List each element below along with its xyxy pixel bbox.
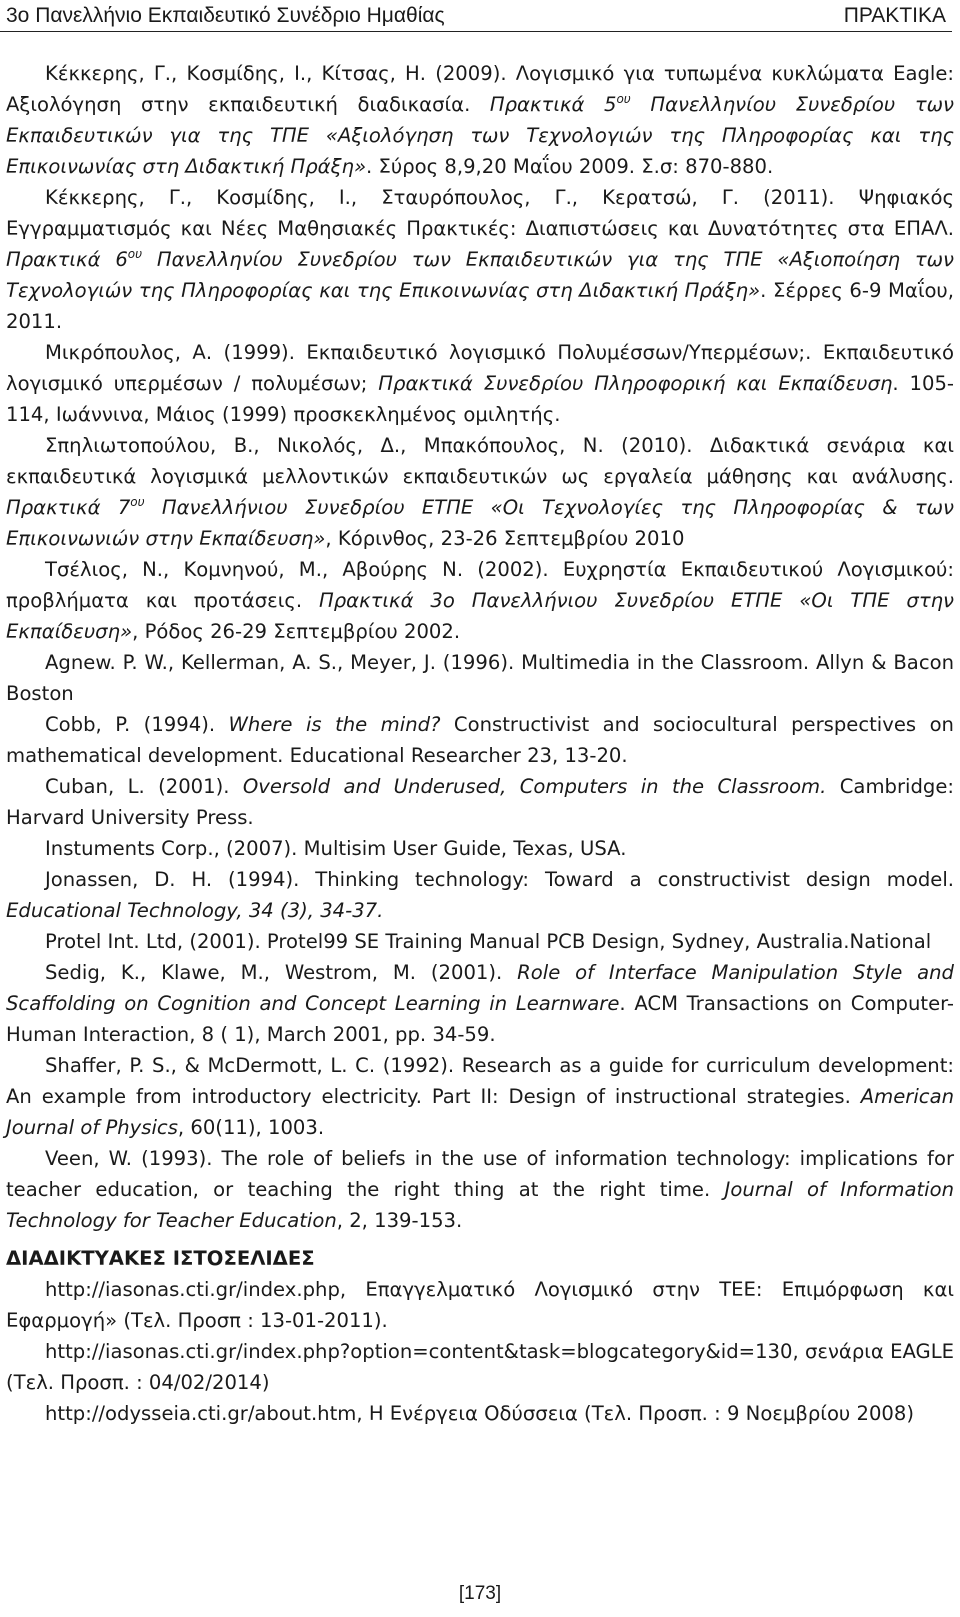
reference-entry bbox=[6, 957, 954, 1050]
reference-ordinal-suffix: ου bbox=[127, 247, 143, 261]
link-url[interactable]: http://iasonas.cti.gr/index.php?option=content&task=blogcategory&id=130 bbox=[45, 1340, 793, 1363]
reference-source-text: Role of Interface Manipulation Style and Scaffolding on Cognition and Concept Learning in Learnware bbox=[6, 961, 954, 1015]
link-list bbox=[6, 1274, 954, 1429]
reference-details: Cambridge: Harvard University Press. bbox=[6, 775, 954, 829]
link-description: , Η Ενέργεια Οδύσσεια (Τελ. Προσπ. : 9 Νοεμβρίου 2008) bbox=[356, 1402, 915, 1425]
reference-details: . ACM Transactions on Computer-Human Interaction, 8 ( 1), March 2001, pp. 34-59. bbox=[6, 992, 955, 1046]
reference-source-text: Πανελληνίου Συνεδρίου των Εκπαιδευτικών για της ΤΠΕ «Αξιολόγηση των Τεχνολογιών της Πληροφορίας και της Επικοινωνίας στη Διδακτική Πράξη» bbox=[6, 93, 954, 178]
link-entry bbox=[6, 1398, 954, 1429]
link-description: , σενάρια EAGLE (Τελ. Προσπ. : 04/02/2014) bbox=[6, 1340, 954, 1394]
page-number: [173] bbox=[458, 1583, 502, 1604]
reference-source-text: Πανελλήνιου Συνεδρίου ΕΤΠΕ «Οι Τεχνολογίες της Πληροφορίας & των Επικοινωνιών στην Εκπαίδευση» bbox=[6, 496, 954, 550]
reference-source-text: Πρακτικά 7 bbox=[6, 496, 131, 519]
reference-authors-title: Sedig, K., Klawe, M., Westrom, M. (2001). bbox=[45, 961, 518, 984]
running-header bbox=[0, 0, 952, 32]
reference-ordinal-suffix: ου bbox=[616, 92, 631, 106]
reference-authors-title: Veen, W. (1993). The role of beliefs in the use of information technology: implications for teacher education, or teaching the right thing at the right time. bbox=[6, 1147, 954, 1201]
reference-entry bbox=[6, 1143, 954, 1236]
reference-authors-title: Μικρόπουλος, Α. (1999). Εκπαιδευτικό λογισμικό Πολυμέσσων/Υπερμέσων;. Εκπαιδευτικό λογισμικό υπερμέσων / πολυμέσων; bbox=[6, 341, 954, 395]
reference-authors-title: Instuments Corp., (2007). Multisim User Guide, Texas, USA. bbox=[45, 837, 627, 860]
reference-entry bbox=[6, 926, 954, 957]
reference-source-text: Πρακτικά 6 bbox=[6, 248, 128, 271]
link-description: , Επαγγελματικό Λογισμικό στην ΤΕΕ: Επιμόρφωση και Εφαρμογή» (Τελ. Προσπ : 13-01-2011). bbox=[6, 1278, 954, 1332]
reference-source bbox=[6, 899, 383, 922]
reference-source-text: Πρακτικά 5 bbox=[489, 93, 617, 116]
link-url[interactable]: http://odysseia.cti.gr/about.htm bbox=[45, 1402, 357, 1425]
reference-source-text: Journal of Information Technology for Teacher Education bbox=[6, 1178, 954, 1232]
header-section-label: ΠΡΑΚΤΙΚΑ bbox=[843, 3, 946, 27]
links-section-title: ΔΙΑΔΙΚΤΥΑΚΕΣ ΙΣΤΟΣΕΛΙΔΕΣ bbox=[6, 1247, 315, 1270]
reference-source-text: American Journal of Physics bbox=[6, 1085, 954, 1139]
reference-source-text: Educational Technology, 34 (3), 34-37. bbox=[6, 899, 384, 922]
reference-entry bbox=[6, 771, 954, 833]
reference-authors-title: Agnew. P. W., Kellerman, A. S., Meyer, J. (1996). Multimedia in the Classroom. Allyn & Bacon Boston bbox=[6, 651, 954, 705]
reference-details: . Σέρρες 6-9 Μαΐου, 2011. bbox=[6, 279, 954, 333]
reference-authors-title: Τσέλιος, Ν., Κομνηνού, Μ., Αβούρης Ν. (2002). Ευχρηστία Εκπαιδευτικού Λογισμικού: προβλήματα και προτάσεις. bbox=[6, 558, 954, 612]
reference-entry bbox=[6, 833, 954, 864]
reference-source-text: Πρακτικά Συνεδρίου Πληροφορική και Εκπαίδευση bbox=[378, 372, 893, 395]
link-entry bbox=[6, 1274, 954, 1336]
reference-authors-title: Σπηλιωτοπούλου, Β., Νικολός, Δ., Μπακόπουλος, Ν. (2010). Διδακτικά σενάρια και εκπαιδευτικά λογισμικά μελλοντικών εκπαιδευτικών ως εργαλεία μάθησης και ανάλυσης. bbox=[6, 434, 954, 488]
link-entry bbox=[6, 1336, 954, 1398]
reference-authors-title: Κέκκερης, Γ., Κοσμίδης, Ι., Σταυρόπουλος, Γ., Κερατσώ, Γ. (2011). Ψηφιακός Εγγραμματισμός και Νέες Μαθησιακές Πρακτικές: Διαπιστώσεις και Δυνατότητες στα ΕΠΑΛ. bbox=[6, 186, 954, 240]
reference-source bbox=[378, 372, 892, 395]
reference-authors-title: Cobb, P. (1994). bbox=[45, 713, 229, 736]
reference-details: . 105-114, Ιωάννινα, Μάιος (1999) προσκεκλημένος ομιλητής. bbox=[6, 372, 954, 426]
reference-details: , Ρόδος 26-29 Σεπτεμβρίου 2002. bbox=[132, 620, 461, 643]
reference-entry bbox=[6, 709, 954, 771]
reference-entry bbox=[6, 337, 954, 430]
reference-details: , 60(11), 1003. bbox=[177, 1116, 325, 1139]
reference-ordinal-suffix: ου bbox=[130, 495, 145, 509]
reference-authors-title: Jonassen, D. H. (1994). Thinking technology: Toward a constructivist design model. bbox=[45, 868, 954, 891]
link-url[interactable]: http://iasonas.cti.gr/index.php bbox=[45, 1278, 340, 1301]
reference-entry bbox=[6, 554, 954, 647]
reference-authors-title: Protel Int. Ltd, (2001). Protel99 SE Training Manual PCB Design, Sydney, Australia.National bbox=[45, 930, 932, 953]
reference-details: . Σύρος 8,9,20 Μαΐου 2009. Σ.σ: 870-880. bbox=[366, 155, 774, 178]
reference-details: Constructivist and sociocultural perspectives on mathematical development. Educational Researcher 23, 13-20. bbox=[6, 713, 954, 767]
reference-entry bbox=[6, 647, 954, 709]
reference-source-text: Oversold and Underused, Computers in the Classroom. bbox=[242, 775, 827, 798]
reference-authors-title: Shaffer, P. S., & McDermott, L. C. (1992). Research as a guide for curriculum development: An example from introductory electricity. Part II: Design of instructional strategies. bbox=[6, 1054, 954, 1108]
reference-entry bbox=[6, 430, 954, 554]
reference-entry bbox=[6, 1050, 954, 1143]
reference-entry bbox=[6, 58, 954, 182]
references-content bbox=[6, 58, 954, 1429]
reference-source-text: Πανελληνίου Συνεδρίου των Εκπαιδευτικών για της ΤΠΕ «Αξιοποίηση των Τεχνολογιών της Πληροφορίας και της Επικοινωνίας στη Διδακτική Πράξη» bbox=[6, 248, 954, 302]
reference-source-text: Πρακτικά 3ο Πανελλήνιου Συνεδρίου ΕΤΠΕ «Οι ΤΠΕ στην Εκπαίδευση» bbox=[6, 589, 954, 643]
reference-authors-title: Κέκκερης, Γ., Κοσμίδης, Ι., Κίτσας, Η. (2009). Λογισμικό για τυπωμένα κυκλώματα Eagle: Αξιολόγηση στην εκπαιδευτική διαδικασία. bbox=[6, 62, 954, 116]
reference-entry bbox=[6, 864, 954, 926]
reference-entry bbox=[6, 182, 954, 337]
reference-source bbox=[243, 775, 827, 798]
header-conference-title: 3ο Πανελλήνιο Εκπαιδευτικό Συνέδριο Ημαθίας bbox=[6, 3, 445, 27]
reference-details: , 2, 139-153. bbox=[336, 1209, 463, 1232]
reference-list bbox=[6, 58, 954, 1236]
reference-source-text: Where is the mind? bbox=[228, 713, 441, 736]
reference-source bbox=[229, 713, 441, 736]
reference-details: , Κόρινθος, 23-26 Σεπτεμβρίου 2010 bbox=[325, 527, 685, 550]
reference-authors-title: Cuban, L. (2001). bbox=[45, 775, 243, 798]
